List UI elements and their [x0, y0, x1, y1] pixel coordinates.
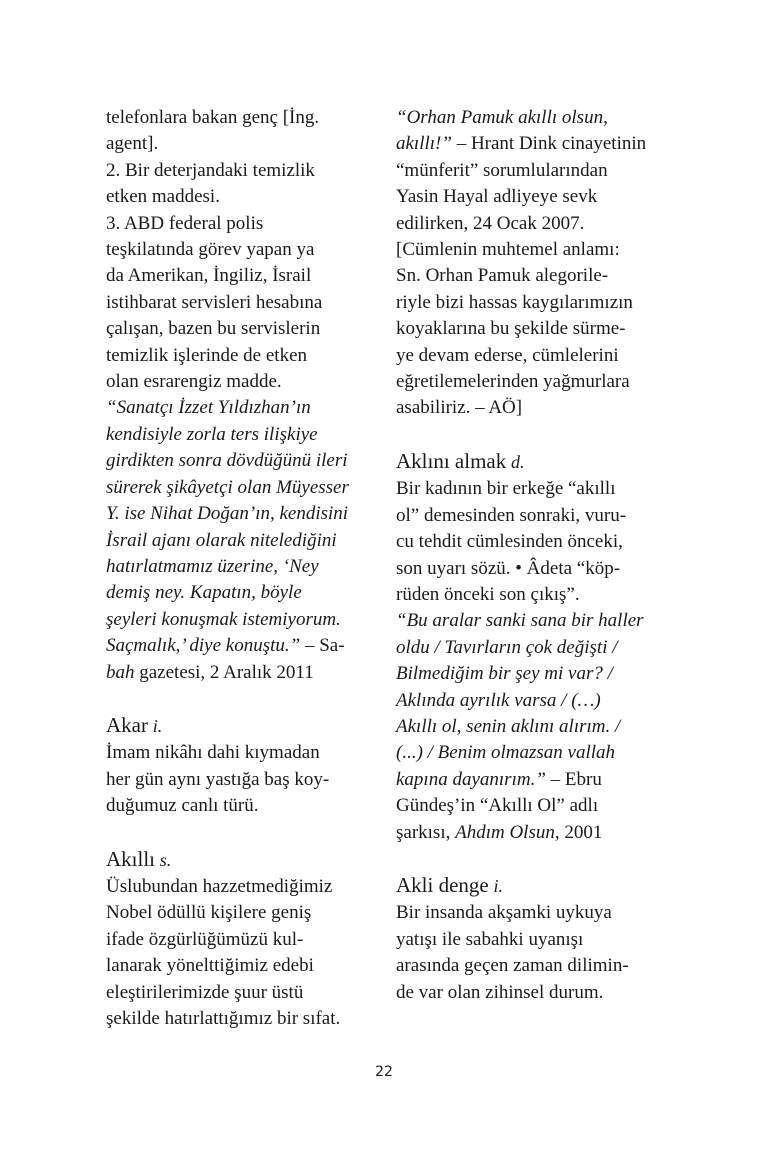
page-number: 22: [375, 1064, 393, 1080]
credit-line: [396, 820, 658, 846]
text-line: eğretilemelerinden yağmurlara: [396, 371, 630, 393]
quote-line-with-source: [106, 633, 368, 659]
text-line: koyaklarına bu şekilde sürme-: [396, 318, 626, 340]
quote-line: demiş ney. Kapatın, böyle: [106, 582, 302, 604]
quote-line: şeyleri konuşmak istemiyorum.: [106, 608, 341, 630]
text-line: 3. ABD federal polis: [106, 212, 264, 234]
text-line: riyle bizi hassas kaygılarımızın: [396, 291, 633, 313]
text-line: olan esrarengiz madde.: [106, 371, 282, 393]
quote-line: Bilmediğim bir şey mi var? /: [396, 663, 613, 685]
headword: Akıllı: [106, 846, 156, 871]
entry-heading-akar: [106, 712, 368, 740]
source-italic: bah: [106, 661, 135, 683]
album-title: Ahdım Olsun: [455, 821, 555, 843]
credit-prefix: şarkısı,: [396, 821, 456, 843]
text-line: istihbarat servisleri hesabına: [106, 291, 323, 313]
quote-line: Aklında ayrılık varsa / (…): [396, 689, 601, 711]
definition-line: ifade özgürlüğümüzü kul-: [106, 928, 304, 950]
headword: Akli denge: [396, 872, 489, 897]
entry-heading-aklini-almak: [396, 448, 658, 476]
text-line: Sn. Orhan Pamuk alegorile-: [396, 265, 609, 287]
quote-line: “Orhan Pamuk akıllı olsun,: [396, 107, 608, 128]
entry-heading-akilli: [106, 846, 368, 874]
quote-source-dash: – Sa-: [300, 635, 345, 657]
text-line: çalışan, bazen bu servislerin: [106, 318, 321, 340]
left-column: [106, 105, 368, 1032]
definition-line: son uyarı sözü. • Âdeta “köp-: [396, 557, 621, 579]
source-rest: gazetesi, 2 Aralık 2011: [134, 661, 314, 683]
quote-line: Y. ise Nihat Doğan’ın, kendisini: [106, 503, 349, 525]
text-line: 2. Bir deterjandaki temizlik: [106, 159, 315, 181]
credit-suffix: , 2001: [554, 821, 603, 843]
text-line: teşkilatında görev yapan ya: [106, 239, 315, 261]
definition-line: arasında geçen zaman dilimin-: [396, 955, 629, 977]
text-line: telefonlara bakan genç [İng.: [106, 107, 320, 128]
source-line: [106, 660, 368, 686]
definition-line: Üslubundan hazzetmediğimiz: [106, 875, 333, 897]
quote-line: “Sanatçı İzzet Yıldızhan’ın: [106, 397, 311, 419]
credit-line: Gündeş’in “Akıllı Ol” adlı: [396, 795, 599, 817]
quote-line: oldu / Tavırların çok değişti /: [396, 636, 618, 658]
definition-line: şekilde hatırlattığımız bir sıfat.: [106, 1008, 341, 1029]
quote-line: “Bu aralar sanki sana bir haller: [396, 610, 644, 632]
quote-source: – Hrant Dink cinayetinin: [451, 133, 647, 155]
headword: Akar: [106, 712, 148, 737]
right-column: [396, 105, 658, 1006]
quote-line-with-source: [396, 767, 658, 793]
quote-line-with-source: [396, 131, 658, 157]
quote-line: Akıllı ol, senin aklını alırım. /: [396, 715, 621, 737]
definition-line: İmam nikâhı dahi kıymadan: [106, 742, 320, 764]
definition-line: her gün aynı yastığa baş koy-: [106, 768, 330, 790]
text-line: etken maddesi.: [106, 186, 220, 208]
text-line: da Amerikan, İngiliz, İsrail: [106, 265, 312, 287]
part-of-speech: d.: [510, 451, 525, 472]
quote-line: sürerek şikâyetçi olan Müyesser: [106, 476, 349, 498]
quote-line: İsrail ajanı olarak nitelediğini: [106, 529, 337, 551]
definition-line: Nobel ödüllü kişilere geniş: [106, 902, 312, 924]
text-line: ye devam ederse, cümlelerini: [396, 344, 619, 366]
part-of-speech: i.: [152, 715, 163, 736]
quote-text: Saçmalık,’ diye konuştu.”: [106, 635, 301, 657]
quote-line: (...) / Benim olmazsan vallah: [396, 742, 616, 764]
headword: Aklını almak: [396, 448, 507, 473]
quote-text: kapına dayanırım.”: [396, 768, 546, 790]
text-line: temizlik işlerinde de etken: [106, 344, 308, 366]
quote-text: akıllı!”: [396, 133, 452, 155]
quote-line: hatırlatmamız üzerine, ‘Ney: [106, 555, 319, 577]
text-line: edilirken, 24 Ocak 2007.: [396, 212, 585, 234]
definition-line: de var olan zihinsel durum.: [396, 981, 604, 1003]
quote-line: girdikten sonra dövdüğünü ileri: [106, 450, 348, 472]
definition-line: eleştirilerimizde şuur üstü: [106, 981, 304, 1003]
definition-line: Bir insanda akşamki uykuya: [396, 902, 612, 924]
definition-line: ol” demesinden sonraki, vuru-: [396, 504, 627, 526]
part-of-speech: s.: [159, 849, 172, 870]
definition-line: rüden önceki son çıkış”.: [396, 583, 580, 605]
quote-line: kendisiyle zorla ters ilişkiye: [106, 423, 318, 445]
definition-line: duğumuz canlı türü.: [106, 795, 259, 817]
definition-line: Bir kadının bir erkeğe “akıllı: [396, 478, 616, 500]
part-of-speech: i.: [493, 875, 503, 896]
text-line: [Cümlenin muhtemel anlamı:: [396, 239, 620, 261]
text-line: agent].: [106, 133, 159, 155]
text-line: “münferit” sorumlularından: [396, 159, 608, 181]
definition-line: lanarak yönelttiğimiz edebi: [106, 955, 314, 977]
definition-line: cu tehdit cümlesinden önceki,: [396, 531, 623, 553]
definition-line: yatışı ile sabahki uyanışı: [396, 928, 584, 950]
text-line: Yasin Hayal adliyeye sevk: [396, 186, 598, 208]
entry-heading-akli-denge: [396, 872, 658, 900]
text-line: asabiliriz. – AÖ]: [396, 397, 523, 419]
quote-source: – Ebru: [545, 768, 602, 790]
